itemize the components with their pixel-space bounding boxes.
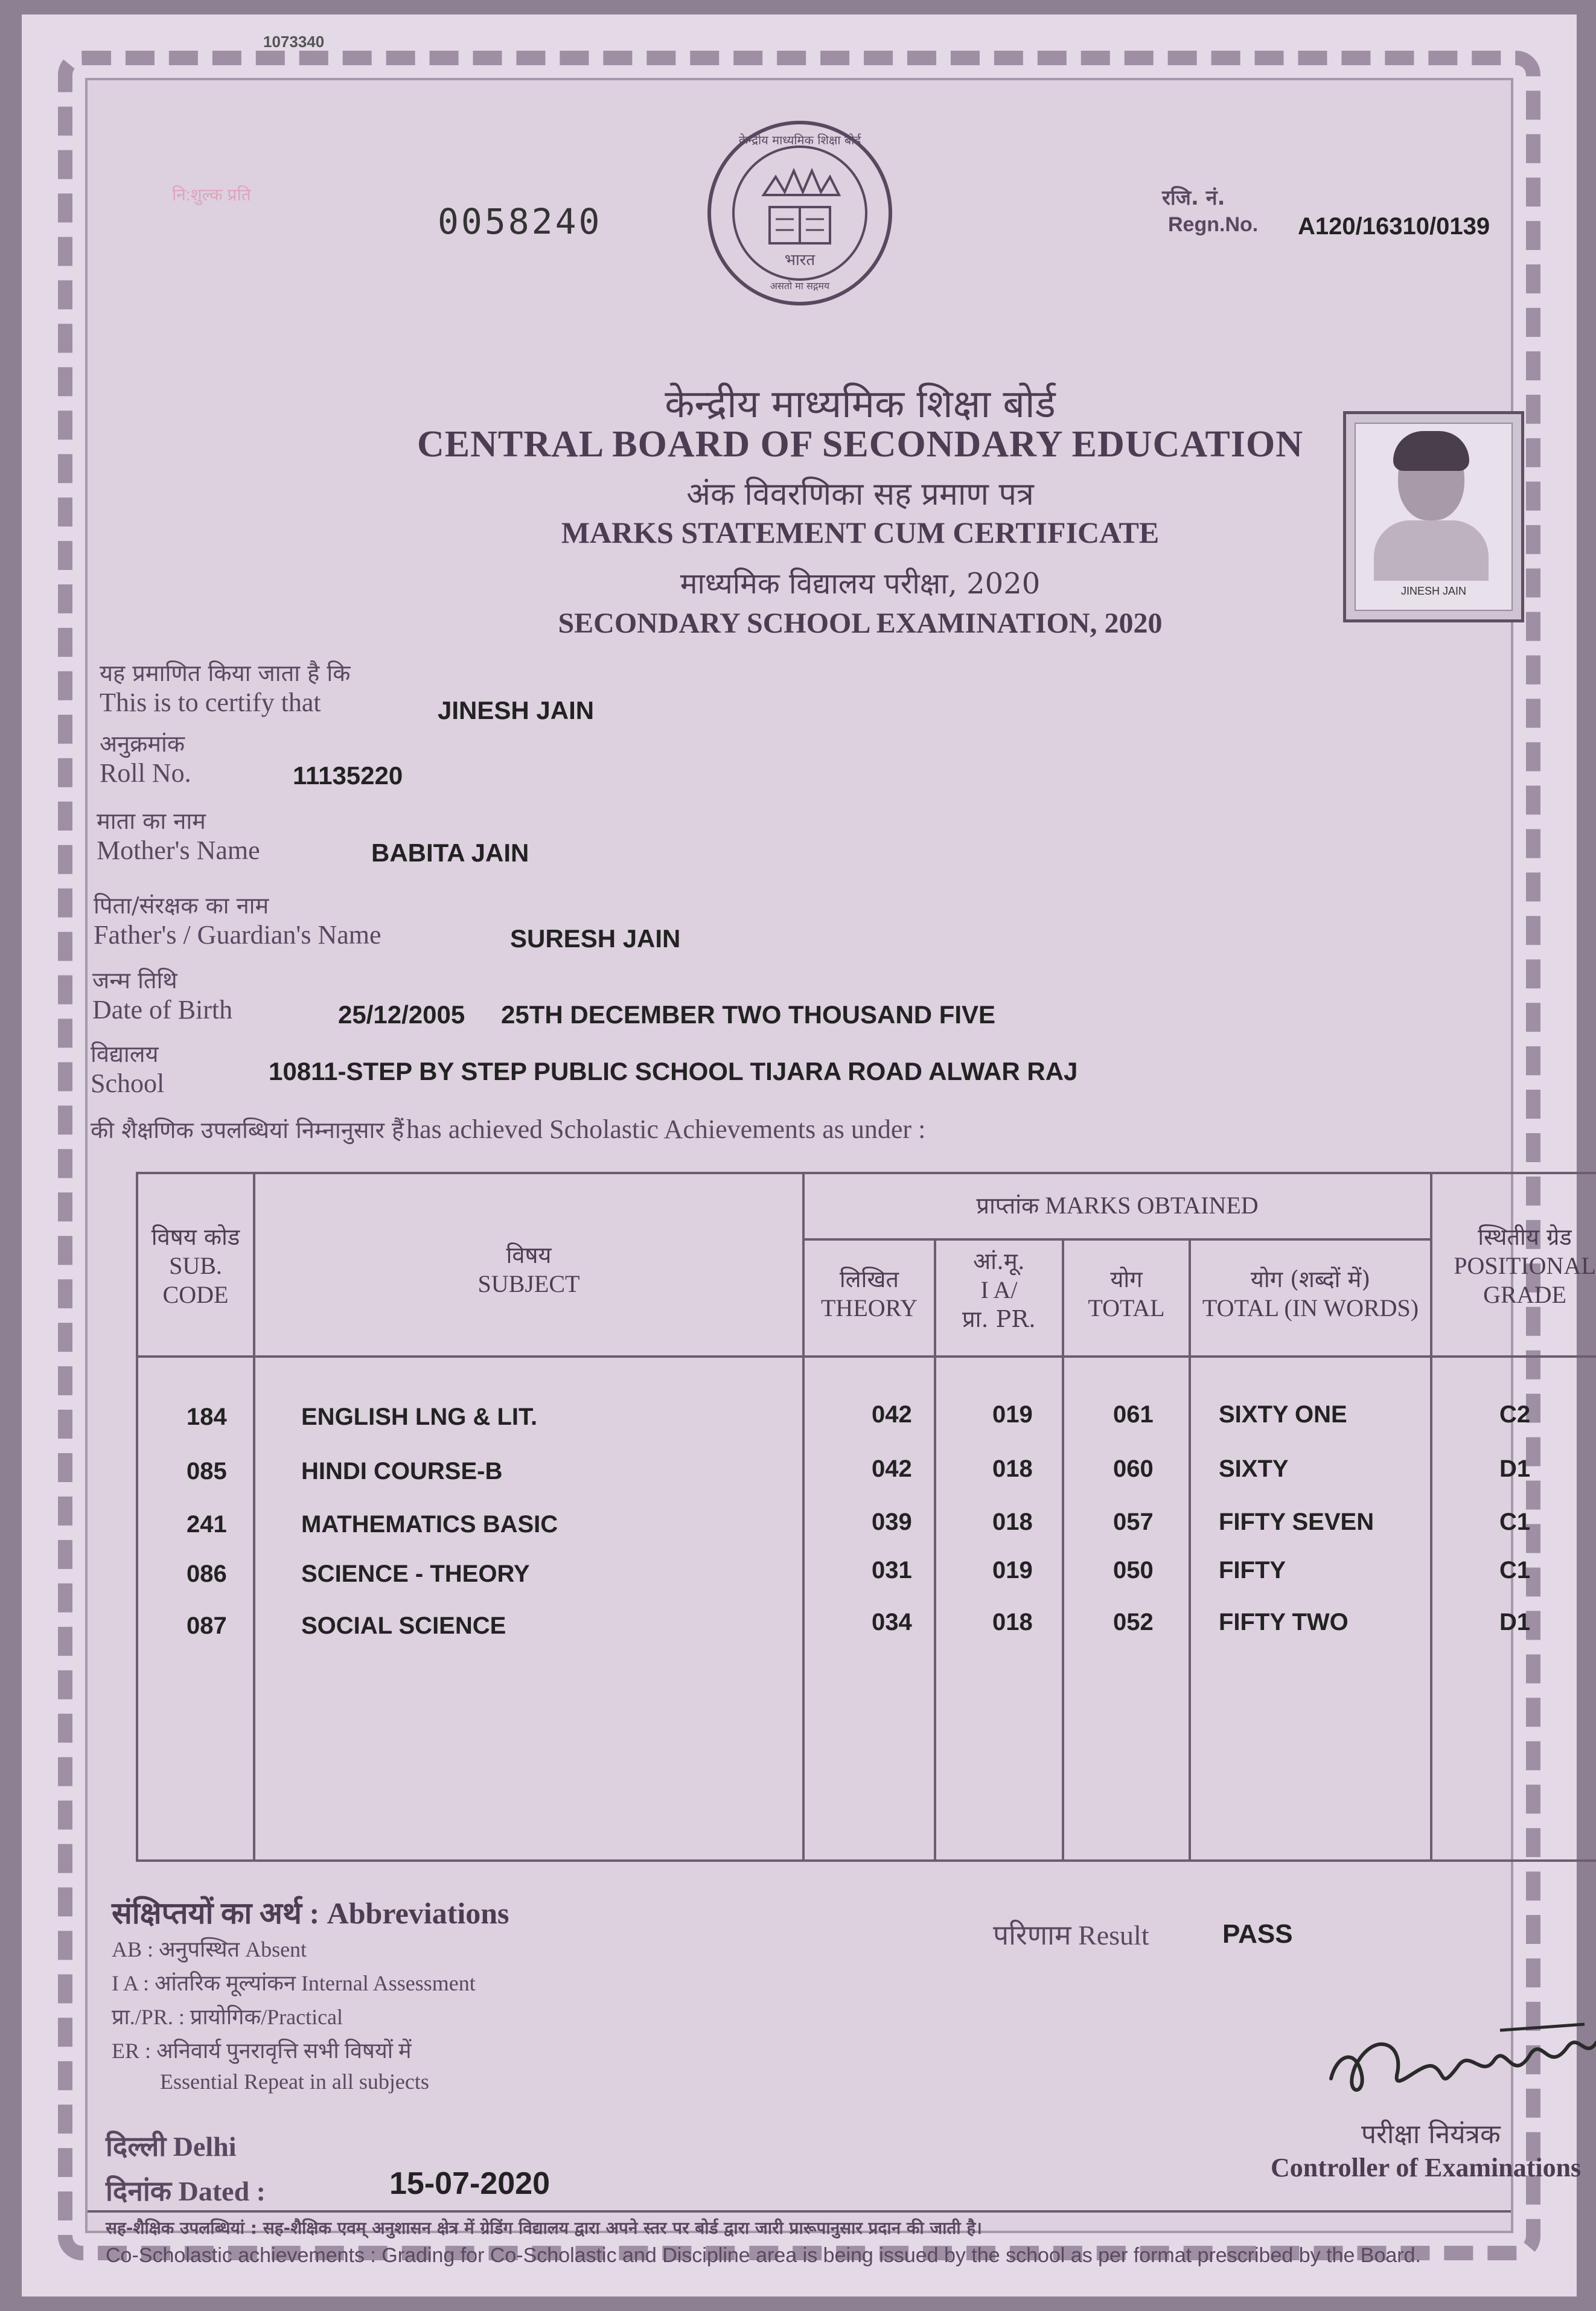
exam-title-en: SECONDARY SCHOOL EXAMINATION, 2020 bbox=[558, 607, 1163, 639]
header-divider bbox=[138, 1355, 1596, 1358]
regn-label-en: Regn.No. bbox=[1168, 213, 1259, 236]
emblem-text-top: केन्द्रीय माध्यमिक शिक्षा बोर्ड bbox=[738, 133, 861, 147]
header-total-words: योग (शब्दों में) TOTAL (IN WORDS) bbox=[1202, 1266, 1419, 1322]
cbse-emblem-icon bbox=[697, 110, 902, 316]
photo-frame bbox=[1355, 423, 1513, 611]
father-name: SURESH JAIN bbox=[510, 924, 681, 953]
photo-hair-shape bbox=[1393, 431, 1469, 471]
mother-name: BABITA JAIN bbox=[371, 839, 529, 867]
achievement-line-en: has achieved Scholastic Achievements as under : bbox=[406, 1114, 926, 1144]
abbreviations-heading: संक्षिप्तयों का अर्थ : Abbreviations bbox=[112, 1896, 509, 1930]
board-title-en: CENTRAL BOARD OF SECONDARY EDUCATION bbox=[417, 424, 1303, 465]
student-photo bbox=[1343, 411, 1524, 622]
header-subject: विषय SUBJECT bbox=[477, 1242, 580, 1297]
abbreviation-item: AB : अनुपस्थित Absent bbox=[112, 1937, 307, 1961]
school-label-hi: विद्यालय bbox=[91, 1041, 159, 1067]
roll-number: 11135220 bbox=[293, 761, 403, 790]
doc-title-hi: अंक विवरणिका सह प्रमाण पत्र bbox=[686, 476, 1034, 513]
certificate-body bbox=[85, 78, 1596, 2267]
school-name: 10811-STEP BY STEP PUBLIC SCHOOL TIJARA ROAD ALWAR RAJ bbox=[269, 1057, 1078, 1085]
header-marks: प्राप्तांक MARKS OBTAINED bbox=[976, 1192, 1259, 1219]
controller-title-en: Controller of Examinations bbox=[1271, 2153, 1582, 2182]
top-serial: 1073340 bbox=[263, 33, 325, 51]
roll-label-hi: अनुक्रमांक bbox=[100, 730, 185, 757]
mother-label-en: Mother's Name bbox=[97, 836, 260, 865]
emblem-motto: असतो मा सद्गमय bbox=[770, 280, 830, 292]
abbreviation-item: I A : आंतरिक मूल्यांकन Internal Assessment bbox=[112, 1971, 476, 1995]
signature-icon bbox=[1319, 2006, 1596, 2115]
certificate-sheet bbox=[22, 14, 1596, 2297]
father-label-en: Father's / Guardian's Name bbox=[94, 920, 381, 950]
header-ia: आं.मू. I A/ प्रा. PR. bbox=[962, 1248, 1036, 1332]
marks-table: विषय कोड SUB. CODE विषय SUBJECT प्राप्तांक MARKS OBTAINED लिखित THEORY आं.मू. I A/ प्रा. PR. योग TOTAL योग (शब्दों में) TOTAL (IN WORDS) स्थितीय ग्रेड POSITIONAL GRADE 184 ENGLISH LNG & LIT. 042 019 061 SIXTY ONE C2 085 HINDI COURSE-B 042 018 060 SIXTY D1 241 MATHEMATICS BASIC 039 018 057 FIFTY SEVEN C1 086 SCIENCE - THEORY 031 019 050 FIFTY C1 087 SOCIAL SCIENCE 034 018 052 FIFTY TWO D1 bbox=[136, 1172, 1596, 1862]
student-name: JINESH JAIN bbox=[438, 696, 595, 724]
footer-note-hi: सह-शैक्षिक उपलब्धियां : सह-शैक्षिक एवम् अनुशासन क्षेत्र में ग्रेडिंग विद्यालय द्वारा अपने स्तर पर बोर्ड द्वारा जारी प्रारूपानुसार प्रदान की जाती है। bbox=[106, 2218, 982, 2238]
footer-note-en: Co-Scholastic achievements : Grading for Co-Scholastic and Discipline area is being issued by the school as per format prescribed by the Board. bbox=[106, 2244, 1421, 2267]
row-divider bbox=[802, 1238, 1430, 1241]
regn-label-hi: रजि. नं. bbox=[1162, 186, 1225, 210]
result-value: PASS bbox=[1222, 1919, 1293, 1949]
father-label-hi: पिता/संरक्षक का नाम bbox=[94, 892, 269, 919]
dated-value: 15-07-2020 bbox=[389, 2166, 550, 2201]
dob-label-en: Date of Birth bbox=[92, 995, 233, 1024]
exam-title-hi: माध्यमिक विद्यालय परीक्षा, 2020 bbox=[680, 567, 1041, 601]
certify-label-hi: यह प्रमाणित किया जाता है कि bbox=[100, 660, 351, 686]
regn-number: A120/16310/0139 bbox=[1298, 213, 1490, 240]
abbreviation-item: ER : अनिवार्य पुनरावृत्ति सभी विषयों में bbox=[112, 2039, 412, 2063]
certificate-number: 0058240 bbox=[438, 201, 602, 242]
result-label: परिणाम Result bbox=[993, 1920, 1149, 1951]
photo-caption: JINESH JAIN bbox=[1400, 585, 1467, 597]
dob-label-hi: जन्म तिथि bbox=[92, 967, 177, 994]
abbreviation-item: Essential Repeat in all subjects bbox=[160, 2070, 429, 2094]
col-divider bbox=[1062, 1239, 1064, 1859]
header-theory: लिखित THEORY bbox=[821, 1266, 918, 1322]
header-total: योग TOTAL bbox=[1088, 1266, 1165, 1322]
dob-words: 25TH DECEMBER TWO THOUSAND FIVE bbox=[501, 1000, 996, 1029]
abbreviation-item: प्रा./PR. : प्रायोगिक/Practical bbox=[112, 2005, 343, 2029]
emblem-text-bottom: भारत bbox=[784, 251, 816, 269]
controller-title-hi: परीक्षा नियंत्रक bbox=[1361, 2119, 1501, 2150]
board-title-hi: केन्द्रीय माध्यमिक शिक्षा बोर्ड bbox=[665, 382, 1056, 427]
achievement-line-hi: की शैक्षणिक उपलब्धियां निम्नानुसार हैं bbox=[91, 1117, 404, 1143]
header-grade: स्थितीय ग्रेड POSITIONAL GRADE bbox=[1454, 1224, 1596, 1308]
stamp-text: नि:शुल्क प्रति bbox=[172, 185, 251, 204]
photo-body-shape bbox=[1374, 520, 1489, 581]
dob-value: 25/12/2005 bbox=[338, 1000, 465, 1029]
roll-label-en: Roll No. bbox=[100, 758, 191, 788]
certify-label-en: This is to certify that bbox=[100, 688, 321, 717]
dated-label: दिनांक Dated : bbox=[106, 2176, 266, 2207]
place: दिल्ली Delhi bbox=[106, 2131, 237, 2162]
col-divider bbox=[1189, 1239, 1191, 1859]
achievement-line bbox=[91, 1114, 925, 1145]
school-label-en: School bbox=[91, 1069, 165, 1098]
header-code: विषय कोड SUB. CODE bbox=[151, 1224, 240, 1308]
footer-divider bbox=[88, 2210, 1511, 2213]
doc-title-en: MARKS STATEMENT CUM CERTIFICATE bbox=[561, 516, 1160, 549]
mother-label-hi: माता का नाम bbox=[97, 808, 206, 834]
